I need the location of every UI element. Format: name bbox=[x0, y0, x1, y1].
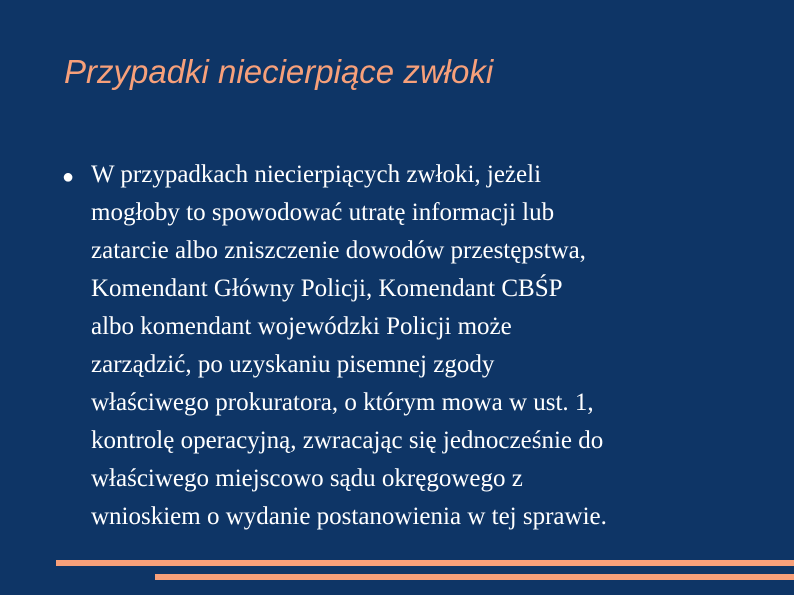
bullet-icon: ● bbox=[62, 166, 75, 188]
paragraph-line: Komendant Główny Policji, Komendant CBŚP bbox=[91, 275, 563, 302]
decorative-bar-bottom bbox=[155, 574, 794, 580]
paragraph-line: właściwego prokuratora, o którym mowa w ust. 1, bbox=[91, 389, 594, 416]
slide-title: Przypadki niecierpiące zwłoki bbox=[64, 53, 494, 90]
decorative-bar-top bbox=[56, 560, 794, 566]
paragraph-line: mogłoby to spowodować utratę informacji lub bbox=[91, 199, 555, 226]
paragraph-line: zarządzić, po uzyskaniu pisemnej zgody bbox=[91, 351, 495, 378]
paragraph-line: wnioskiem o wydanie postanowienia w tej sprawie. bbox=[91, 503, 607, 530]
paragraph-line: albo komendant wojewódzki Policji może bbox=[91, 313, 512, 340]
body-paragraph bbox=[91, 156, 771, 536]
paragraph-line: zatarcie albo zniszczenie dowodów przestępstwa, bbox=[91, 237, 586, 264]
paragraph-line: W przypadkach niecierpiących zwłoki, jeżeli bbox=[91, 161, 542, 188]
paragraph-line: właściwego miejscowo sądu okręgowego z bbox=[91, 465, 523, 492]
paragraph-line: kontrolę operacyjną, zwracając się jednocześnie do bbox=[91, 427, 604, 454]
